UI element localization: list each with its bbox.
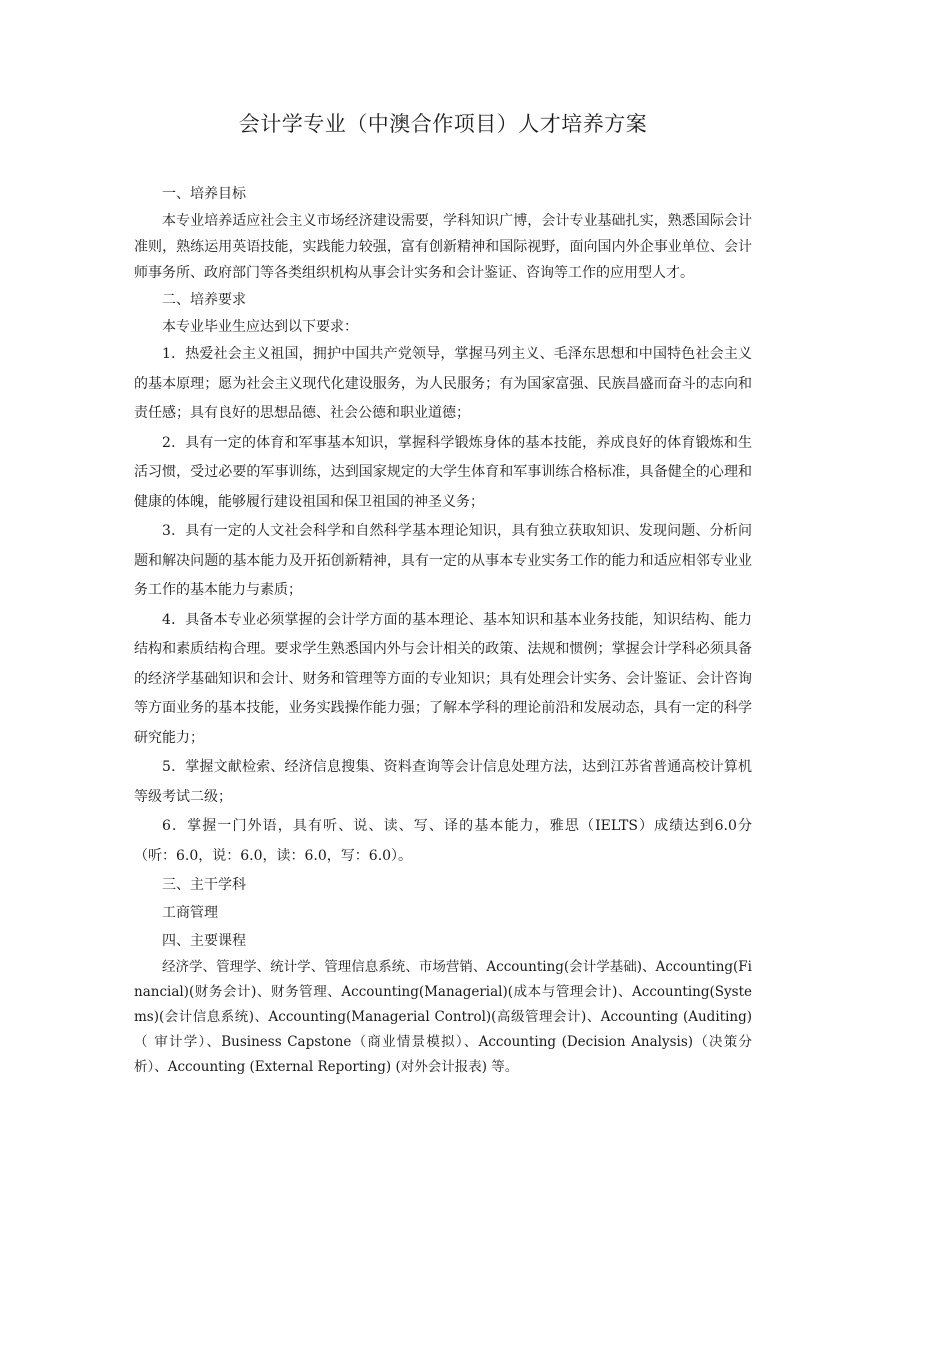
- courses-paragraph: 经济学、管理学、统计学、管理信息系统、市场营销、Accounting(会计学基础)、Accounting(Financial)(财务会计)、财务管理、Accounting(Managerial)(成本与管理会计)、Accounting(Systems)(会计信息系统)、Accounting(Managerial Control)(高级管理会计)、Accounting (Auditing)（ 审计学）、Business Capstone（商业情景模拟）、Accounting (Decision Analysis)（决策分析）、Accounting (External Reporting) (对外会计报表) 等。: [134, 959, 752, 1075]
- document-body: [134, 180, 752, 1080]
- objective-paragraph: 本专业培养适应社会主义市场经济建设需要，学科知识广博，会计专业基础扎实，熟悉国际会计准则，熟练运用英语技能，实践能力较强，富有创新精神和国际视野，面向国内外企事业单位、会计师事务所、政府部门等各类组织机构从事会计实务和会计鉴证、咨询等工作的应用型人才。: [134, 213, 752, 281]
- section-heading-courses: 四、主要课程: [162, 933, 246, 949]
- requirement-item-5: 5．掌握文献检索、经济信息搜集、资料查询等会计信息处理方法，达到江苏省普通高校计算机等级考试二级；: [134, 759, 752, 805]
- section-heading-discipline: 三、主干学科: [162, 877, 246, 893]
- document-title: 会计学专业（中澳合作项目）人才培养方案: [238, 112, 648, 136]
- requirement-item-1: 1．热爱社会主义祖国，拥护中国共产党领导，掌握马列主义、毛泽东思想和中国特色社会主义的基本原理；愿为社会主义现代化建设服务，为人民服务；有为国家富强、民族昌盛而奋斗的志向和责任感；具有良好的思想品德、社会公德和职业道德；: [134, 346, 752, 421]
- requirement-item-2: 2．具有一定的体育和军事基本知识，掌握科学锻炼身体的基本技能，养成良好的体育锻炼和生活习惯，受过必要的军事训练，达到国家规定的大学生体育和军事训练合格标准，具备健全的心理和健康的体魄，能够履行建设祖国和保卫祖国的神圣义务；: [134, 434, 752, 510]
- requirements-intro: 本专业毕业生应达到以下要求：: [162, 319, 358, 335]
- section-heading-objective: 一、培养目标: [162, 186, 246, 202]
- requirement-item-3: 3．具有一定的人文社会科学和自然科学基本理论知识，具有独立获取知识、发现问题、分析问题和解决问题的基本能力及开拓创新精神，具有一定的从事本专业实务工作的能力和适应相邻专业业务工作的基本能力与素质；: [134, 523, 752, 598]
- section-heading-requirements: 二、培养要求: [162, 292, 246, 308]
- requirement-item-4: 4．具备本专业必须掌握的会计学方面的基本理论、基本知识和基本业务技能，知识结构、能力结构和素质结构合理。要求学生熟悉国内外与会计相关的政策、法规和惯例；掌握会计学科必须具备的经济学基础知识和会计、财务和管理等方面的专业知识；具有处理会计实务、会计鉴证、会计咨询等方面业务的基本技能，业务实践操作能力强；了解本学科的理论前沿和发展动态，具有一定的科学研究能力；: [134, 611, 752, 746]
- requirement-item-6: 6．掌握一门外语，具有听、说、读、写、译的基本能力，雅思（IELTS）成绩达到6.0分（听：6.0，说：6.0，读：6.0，写：6.0）。: [134, 818, 752, 864]
- discipline-value: 工商管理: [162, 905, 218, 921]
